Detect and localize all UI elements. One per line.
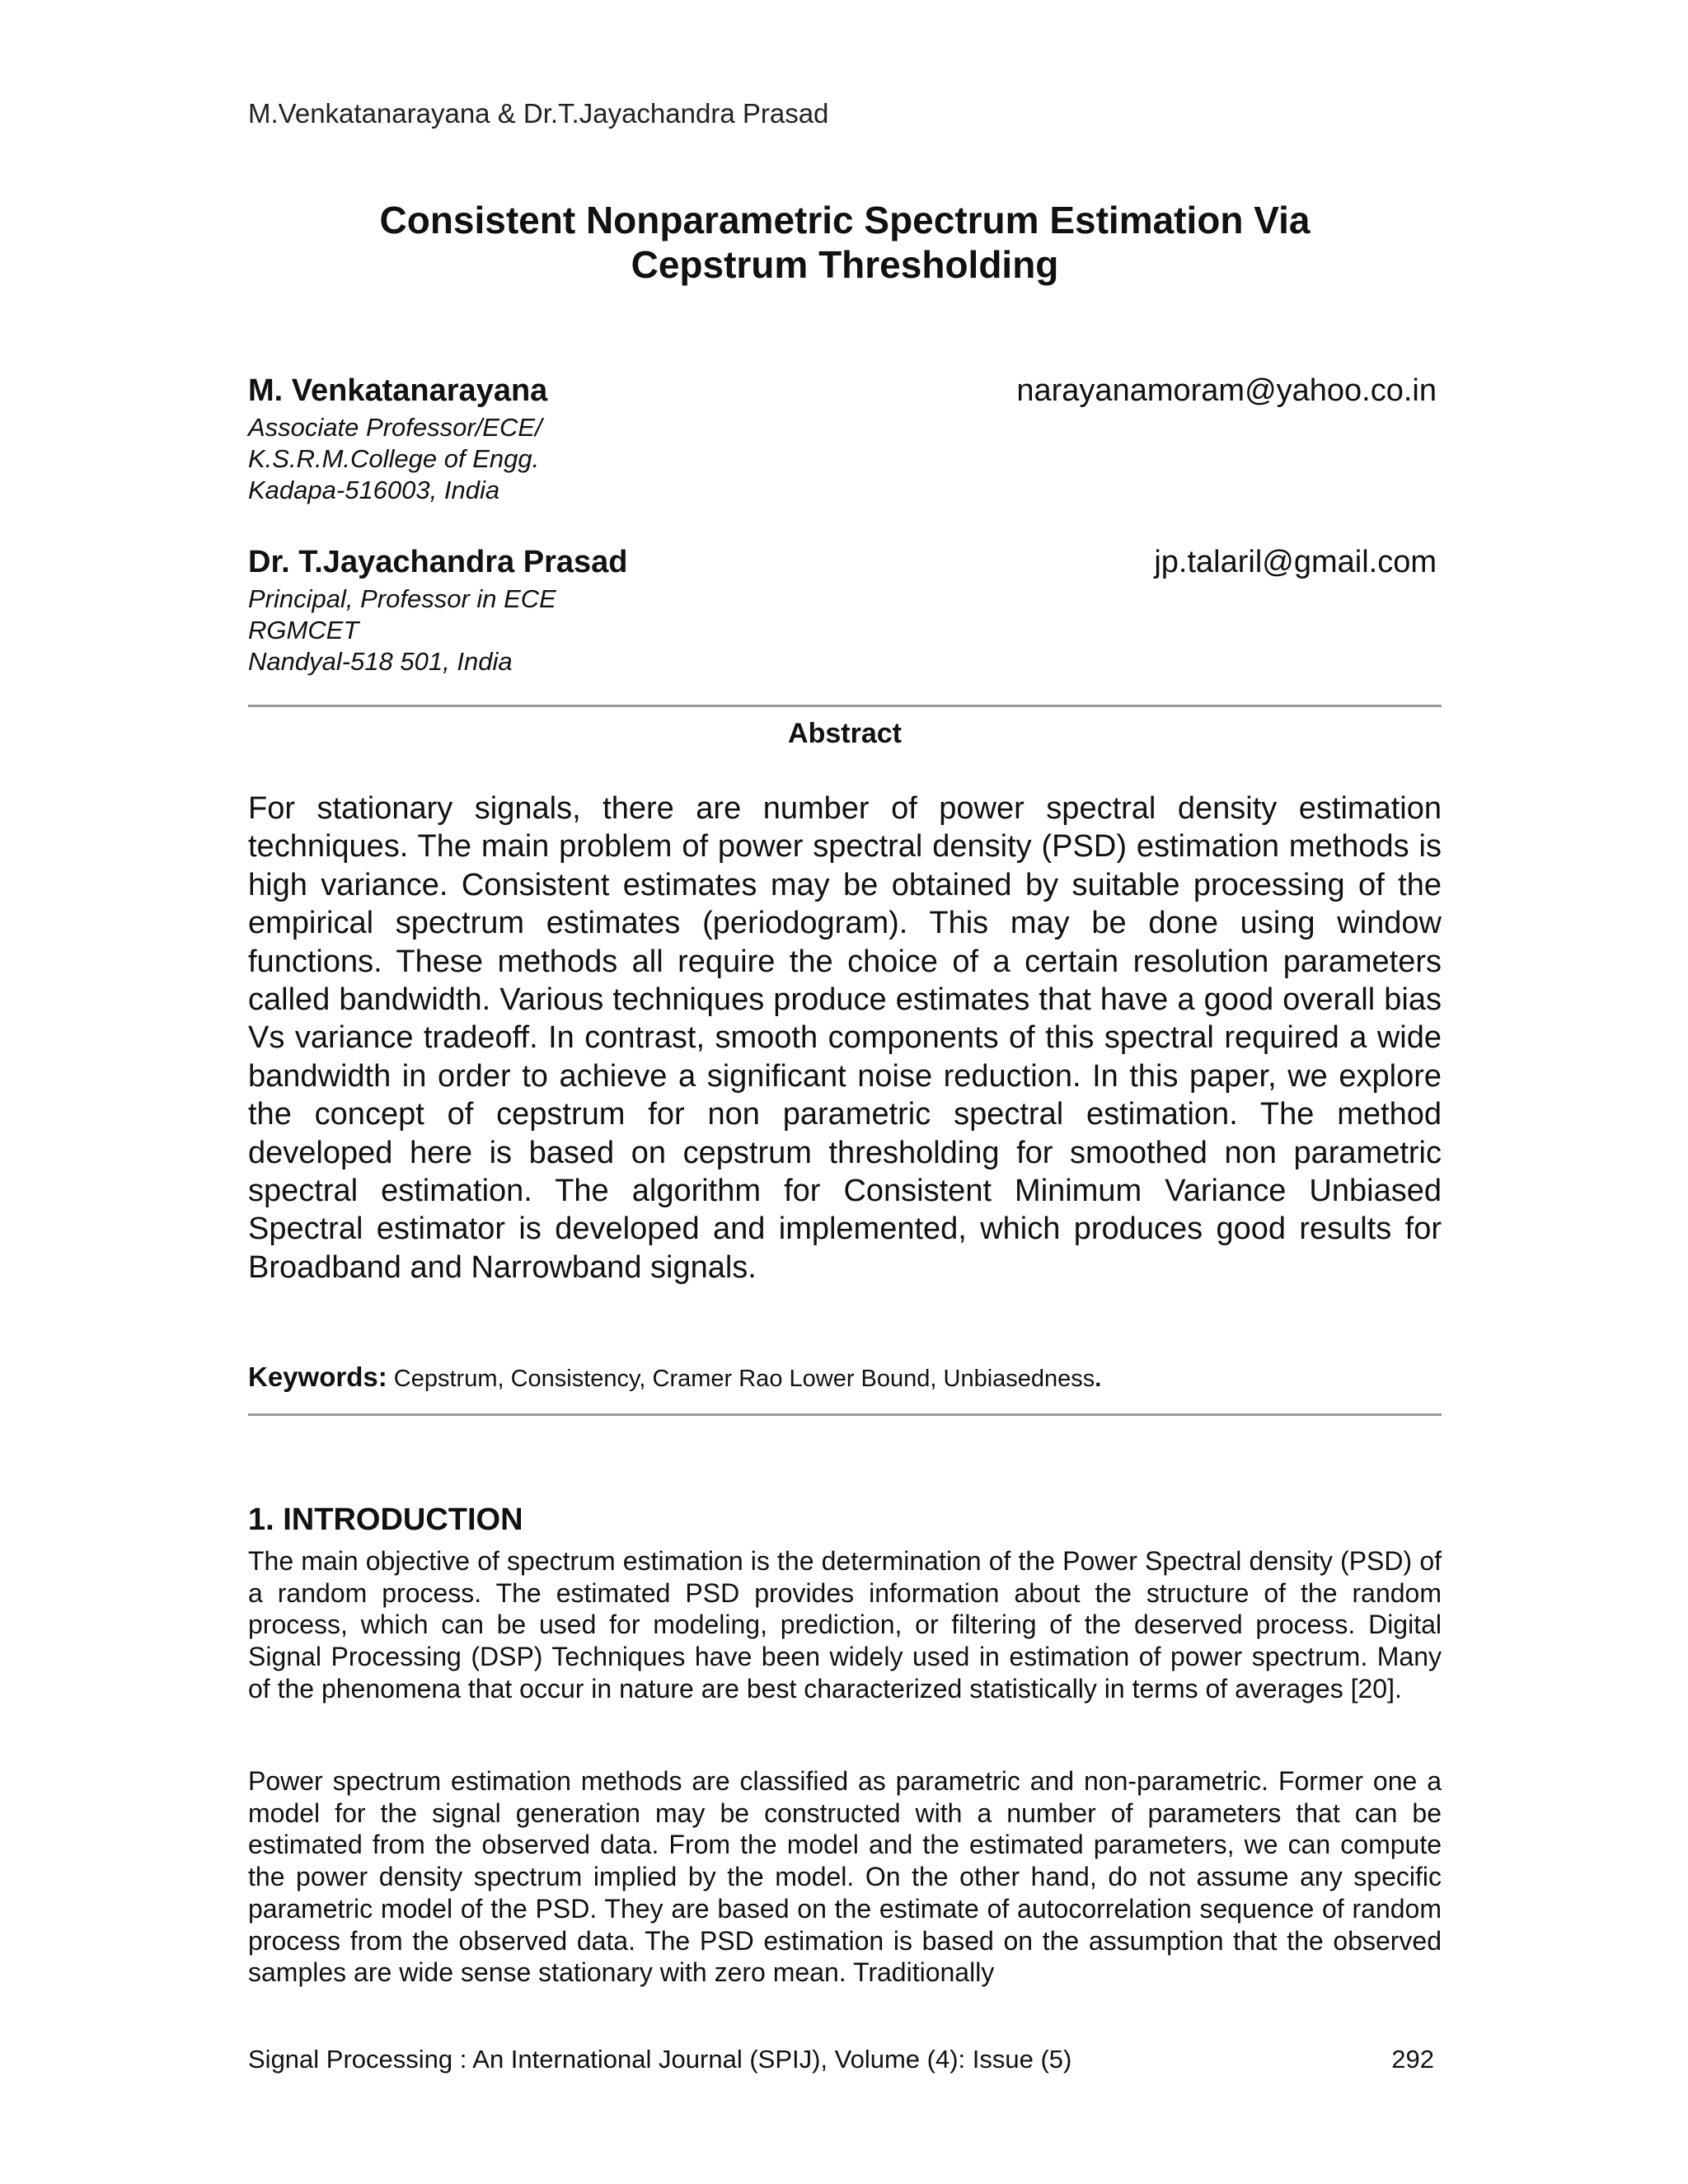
author-email[interactable]: narayanamoram@yahoo.co.in bbox=[1016, 373, 1437, 408]
footer-journal: Signal Processing : An International Journal (SPIJ), Volume (4): Issue (5) bbox=[248, 2045, 1072, 2074]
keywords-list: Cepstrum, Consistency, Cramer Rao Lower Bound, Unbiasedness bbox=[393, 1366, 1095, 1392]
divider-top bbox=[248, 705, 1442, 707]
keywords-end: . bbox=[1095, 1366, 1102, 1392]
title-line-2: Cepstrum Thresholding bbox=[631, 243, 1059, 286]
abstract-text: For stationary signals, there are number of power spectral density estimation techniques. The main problem of power spectral density (PSD) estimation methods is high variance. Consistent estimates may be obtained by suitable processing of the empirical spectrum estimates (periodogram). This may be done using window functions. These methods all require the choice of a certain resolution parameters called bandwidth. Various techniques produce estimates that have a good overall bias Vs variance tradeoff. In contrast, smooth components of this spectral required a wide bandwidth in order to achieve a significant noise reduction. In this paper, we explore the concept of cepstrum for non parametric spectral estimation. The method developed here is based on cepstrum thresholding for smoothed non parametric spectral estimation. The algorithm for Consistent Minimum Variance Unbiased Spectral estimator is developed and implemented, which produces good results for Broadband and Narrowband signals. bbox=[248, 791, 1442, 1285]
affiliation-line: Principal, Professor in ECE bbox=[248, 584, 556, 613]
affiliation-line: RGMCET bbox=[248, 616, 359, 644]
section-heading: 1. INTRODUCTION bbox=[248, 1502, 523, 1537]
keywords-label: Keywords: bbox=[248, 1361, 387, 1392]
author-block-1 bbox=[248, 373, 1442, 506]
paragraph: Power spectrum estimation methods are classified as parametric and non-parametric. Former one a model for the signal generation may be constructed with a number of parameters that can be estimated from the observed data. From the model and the estimated parameters, we can compute the power density spectrum implied by the model. On the other hand, do not assume any specific parametric model of the PSD. They are based on the estimate of autocorrelation sequence of random process from the observed data. The PSD estimation is based on the assumption that the observed samples are wide sense stationary with zero mean. Traditionally bbox=[248, 1766, 1442, 1988]
keywords bbox=[248, 1362, 1442, 1394]
affiliation-line: Nandyal-518 501, India bbox=[248, 647, 513, 676]
paper-title bbox=[248, 198, 1442, 287]
affiliation-line: Kadapa-516003, India bbox=[248, 476, 500, 504]
author-name: Dr. T.Jayachandra Prasad bbox=[248, 545, 628, 579]
running-head: M.Venkatanarayana & Dr.T.Jayachandra Prasad bbox=[248, 98, 829, 129]
abstract-heading: Abstract bbox=[788, 718, 902, 749]
author-email[interactable]: jp.talaril@gmail.com bbox=[1154, 545, 1437, 579]
page-number: 292 bbox=[1391, 2045, 1434, 2074]
author-block-2 bbox=[248, 544, 1442, 677]
author-affiliation bbox=[248, 412, 1442, 506]
divider-bottom bbox=[248, 1413, 1442, 1416]
title-line-1: Consistent Nonparametric Spectrum Estimation Via bbox=[379, 199, 1311, 241]
affiliation-line: K.S.R.M.College of Engg. bbox=[248, 444, 540, 473]
affiliation-line: Associate Professor/ECE/ bbox=[248, 413, 542, 442]
author-name: M. Venkatanarayana bbox=[248, 373, 548, 408]
author-affiliation bbox=[248, 583, 1442, 677]
paragraph: The main objective of spectrum estimation is the determination of the Power Spectral density (PSD) of a random process. The estimated PSD provides information about the structure of the random process, which can be used for modeling, prediction, or filtering of the deserved process. Digital Signal Processing (DSP) Techniques have been widely used in estimation of power spectrum. Many of the phenomena that occur in nature are best characterized statistically in terms of averages [20]. bbox=[248, 1546, 1442, 1704]
